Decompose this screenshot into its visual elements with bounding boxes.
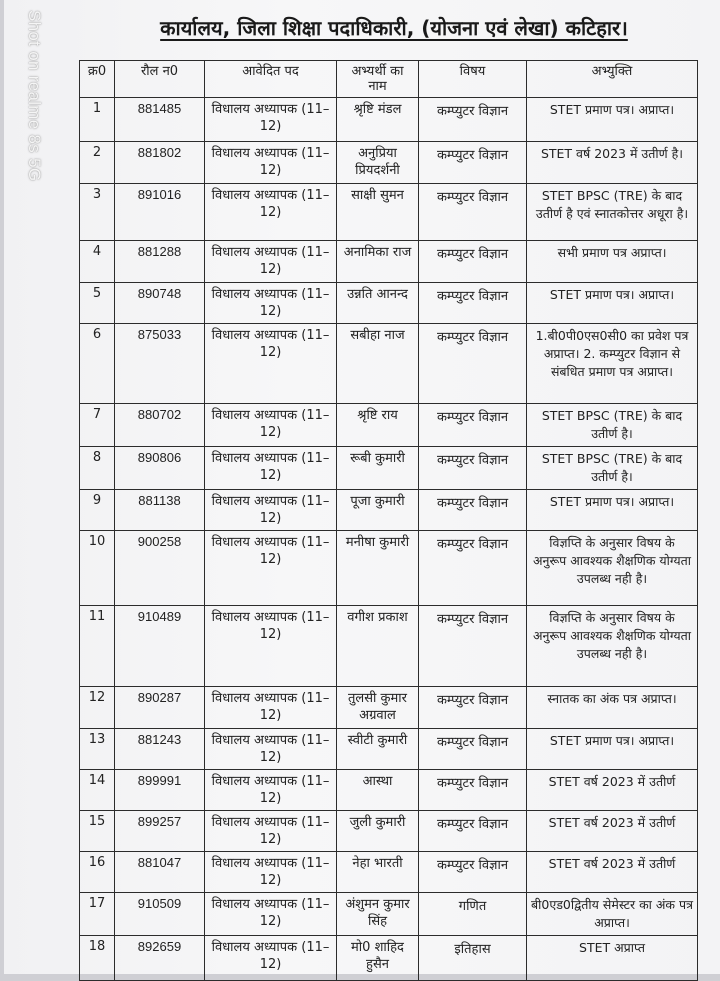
row-serial: 3	[80, 184, 115, 241]
row-candidate-name: श्रृष्टि राय	[337, 404, 419, 447]
row-subject: कम्प्युटर विज्ञान	[419, 283, 527, 324]
row-serial: 10	[80, 531, 115, 606]
row-subject: कम्प्युटर विज्ञान	[419, 852, 527, 893]
row-candidate-name: वगीश प्रकाश	[337, 606, 419, 687]
row-candidate-name: अंशुमन कुमार सिंह	[337, 893, 419, 936]
row-candidate-name: आस्था	[337, 770, 419, 811]
row-roll-number: 899991	[115, 770, 205, 811]
row-remark: STET प्रमाण पत्र। अप्राप्त।	[527, 98, 698, 142]
row-serial: 12	[80, 687, 115, 729]
row-roll-number: 880702	[115, 404, 205, 447]
row-serial: 4	[80, 241, 115, 283]
row-roll-number: 899257	[115, 811, 205, 852]
row-candidate-name: सबीहा नाज	[337, 324, 419, 404]
row-applied-post: विधालय अध्यापक (11–12)	[205, 142, 337, 184]
row-applied-post: विधालय अध्यापक (11–12)	[205, 447, 337, 490]
row-remark: STET प्रमाण पत्र। अप्राप्त।	[527, 283, 698, 324]
row-remark: बी0एड0द्वितीय सेमेस्टर का अंक पत्र अप्राप्त।	[527, 893, 698, 936]
row-candidate-name: रूबी कुमारी	[337, 447, 419, 490]
row-roll-number: 890806	[115, 447, 205, 490]
row-roll-number: 910509	[115, 893, 205, 936]
row-subject: कम्प्युटर विज्ञान	[419, 447, 527, 490]
row-applied-post: विधालय अध्यापक (11–12)	[205, 184, 337, 241]
row-subject: कम्प्युटर विज्ञान	[419, 241, 527, 283]
row-applied-post: विधालय अध्यापक (11–12)	[205, 729, 337, 770]
row-remark: 1.बी0पी0एस0सी0 का प्रवेश पत्र अप्राप्त। 2. कम्प्युटर विज्ञान से संबधित प्रमाण पत्र अप्राप्त।	[527, 324, 698, 404]
row-applied-post: विधालय अध्यापक (11–12)	[205, 893, 337, 936]
row-candidate-name: स्वीटी कुमारी	[337, 729, 419, 770]
table-row	[80, 447, 698, 490]
row-roll-number: 890748	[115, 283, 205, 324]
row-roll-number: 890287	[115, 687, 205, 729]
row-serial: 17	[80, 893, 115, 936]
camera-watermark: Shot on realme 8s 5G	[25, 10, 44, 182]
row-remark: STET प्रमाण पत्र। अप्राप्त।	[527, 490, 698, 531]
row-roll-number: 875033	[115, 324, 205, 404]
table-row	[80, 531, 698, 606]
row-subject: कम्प्युटर विज्ञान	[419, 324, 527, 404]
row-serial: 15	[80, 811, 115, 852]
row-serial: 9	[80, 490, 115, 531]
row-subject: कम्प्युटर विज्ञान	[419, 142, 527, 184]
header-roll: रौल न0	[115, 61, 205, 98]
row-remark: STET अप्राप्त	[527, 936, 698, 981]
row-candidate-name: श्रृष्टि मंडल	[337, 98, 419, 142]
row-candidate-name: अनामिका राज	[337, 241, 419, 283]
table-row	[80, 184, 698, 241]
row-subject: कम्प्युटर विज्ञान	[419, 606, 527, 687]
row-applied-post: विधालय अध्यापक (11–12)	[205, 936, 337, 981]
row-candidate-name: पूजा कुमारी	[337, 490, 419, 531]
row-candidate-name: मो0 शाहिद हुसैन	[337, 936, 419, 981]
row-remark: विज्ञप्ति के अनुसार विषय के अनुरूप आवश्यक शैक्षणिक योग्यता उपलब्ध नही है।	[527, 531, 698, 606]
header-post: आवेदित पद	[205, 61, 337, 98]
row-remark: STET वर्ष 2023 में उतीर्ण है।	[527, 142, 698, 184]
row-subject: कम्प्युटर विज्ञान	[419, 490, 527, 531]
row-candidate-name: मनीषा कुमारी	[337, 531, 419, 606]
table-row	[80, 852, 698, 893]
candidate-table	[79, 60, 698, 981]
row-applied-post: विधालय अध्यापक (11–12)	[205, 687, 337, 729]
row-serial: 6	[80, 324, 115, 404]
row-applied-post: विधालय अध्यापक (11–12)	[205, 98, 337, 142]
row-remark: STET BPSC (TRE) के बाद उतीर्ण है एवं स्नातकोत्तर अधूरा है।	[527, 184, 698, 241]
table-row	[80, 98, 698, 142]
row-subject: गणित	[419, 893, 527, 936]
row-remark: STET प्रमाण पत्र। अप्राप्त।	[527, 729, 698, 770]
table-row	[80, 283, 698, 324]
row-applied-post: विधालय अध्यापक (11–12)	[205, 404, 337, 447]
row-serial: 2	[80, 142, 115, 184]
row-candidate-name: उन्नति आनन्द	[337, 283, 419, 324]
row-subject: कम्प्युटर विज्ञान	[419, 184, 527, 241]
row-candidate-name: तुलसी कुमार अग्रवाल	[337, 687, 419, 729]
row-roll-number: 881802	[115, 142, 205, 184]
row-subject: कम्प्युटर विज्ञान	[419, 770, 527, 811]
row-candidate-name: नेहा भारती	[337, 852, 419, 893]
row-roll-number: 900258	[115, 531, 205, 606]
row-roll-number: 881288	[115, 241, 205, 283]
row-subject: कम्प्युटर विज्ञान	[419, 98, 527, 142]
row-serial: 13	[80, 729, 115, 770]
table-row	[80, 893, 698, 936]
row-subject: कम्प्युटर विज्ञान	[419, 687, 527, 729]
row-serial: 11	[80, 606, 115, 687]
table-row	[80, 811, 698, 852]
row-remark: STET वर्ष 2023 में उतीर्ण	[527, 770, 698, 811]
row-roll-number: 881243	[115, 729, 205, 770]
header-remark: अभ्युक्ति	[527, 61, 698, 98]
header-serial: क्र0	[80, 61, 115, 98]
table-row	[80, 490, 698, 531]
table-row	[80, 404, 698, 447]
row-remark: विज्ञप्ति के अनुसार विषय के अनुरूप आवश्यक शैक्षणिक योग्यता उपलब्ध नही है।	[527, 606, 698, 687]
row-roll-number: 910489	[115, 606, 205, 687]
row-applied-post: विधालय अध्यापक (11–12)	[205, 770, 337, 811]
table-row	[80, 770, 698, 811]
row-serial: 16	[80, 852, 115, 893]
row-roll-number: 881047	[115, 852, 205, 893]
row-subject: कम्प्युटर विज्ञान	[419, 531, 527, 606]
row-roll-number: 881138	[115, 490, 205, 531]
row-applied-post: विधालय अध्यापक (11–12)	[205, 531, 337, 606]
row-remark: स्नातक का अंक पत्र अप्राप्त।	[527, 687, 698, 729]
row-remark: STET BPSC (TRE) के बाद उतीर्ण है।	[527, 447, 698, 490]
row-remark: STET वर्ष 2023 में उतीर्ण	[527, 852, 698, 893]
row-candidate-name: जुली कुमारी	[337, 811, 419, 852]
row-applied-post: विधालय अध्यापक (11–12)	[205, 283, 337, 324]
header-name: अभ्यर्थी का नाम	[337, 61, 419, 98]
row-applied-post: विधालय अध्यापक (11–12)	[205, 606, 337, 687]
header-subject: विषय	[419, 61, 527, 98]
table-row	[80, 729, 698, 770]
row-subject: कम्प्युटर विज्ञान	[419, 811, 527, 852]
row-subject: कम्प्युटर विज्ञान	[419, 404, 527, 447]
row-subject: इतिहास	[419, 936, 527, 981]
row-subject: कम्प्युटर विज्ञान	[419, 729, 527, 770]
table-row	[80, 241, 698, 283]
row-serial: 8	[80, 447, 115, 490]
row-serial: 14	[80, 770, 115, 811]
row-candidate-name: साक्षी सुमन	[337, 184, 419, 241]
row-applied-post: विधालय अध्यापक (11–12)	[205, 490, 337, 531]
row-applied-post: विधालय अध्यापक (11–12)	[205, 811, 337, 852]
row-roll-number: 892659	[115, 936, 205, 981]
table-row	[80, 324, 698, 404]
row-serial: 18	[80, 936, 115, 981]
row-remark: STET BPSC (TRE) के बाद उतीर्ण है।	[527, 404, 698, 447]
row-roll-number: 891016	[115, 184, 205, 241]
row-serial: 5	[80, 283, 115, 324]
row-remark: STET वर्ष 2023 में उतीर्ण	[527, 811, 698, 852]
row-remark: सभी प्रमाण पत्र अप्राप्त।	[527, 241, 698, 283]
table-row	[80, 606, 698, 687]
table-row	[80, 687, 698, 729]
row-roll-number: 881485	[115, 98, 205, 142]
row-applied-post: विधालय अध्यापक (11–12)	[205, 852, 337, 893]
page-title: कार्यालय, जिला शिक्षा पदाधिकारी, (योजना एवं लेखा) कटिहार।	[160, 16, 628, 40]
table-row	[80, 142, 698, 184]
row-serial: 7	[80, 404, 115, 447]
row-applied-post: विधालय अध्यापक (11–12)	[205, 241, 337, 283]
row-serial: 1	[80, 98, 115, 142]
row-applied-post: विधालय अध्यापक (11–12)	[205, 324, 337, 404]
table-header-row	[80, 61, 698, 98]
row-candidate-name: अनुप्रिया प्रियदर्शनी	[337, 142, 419, 184]
